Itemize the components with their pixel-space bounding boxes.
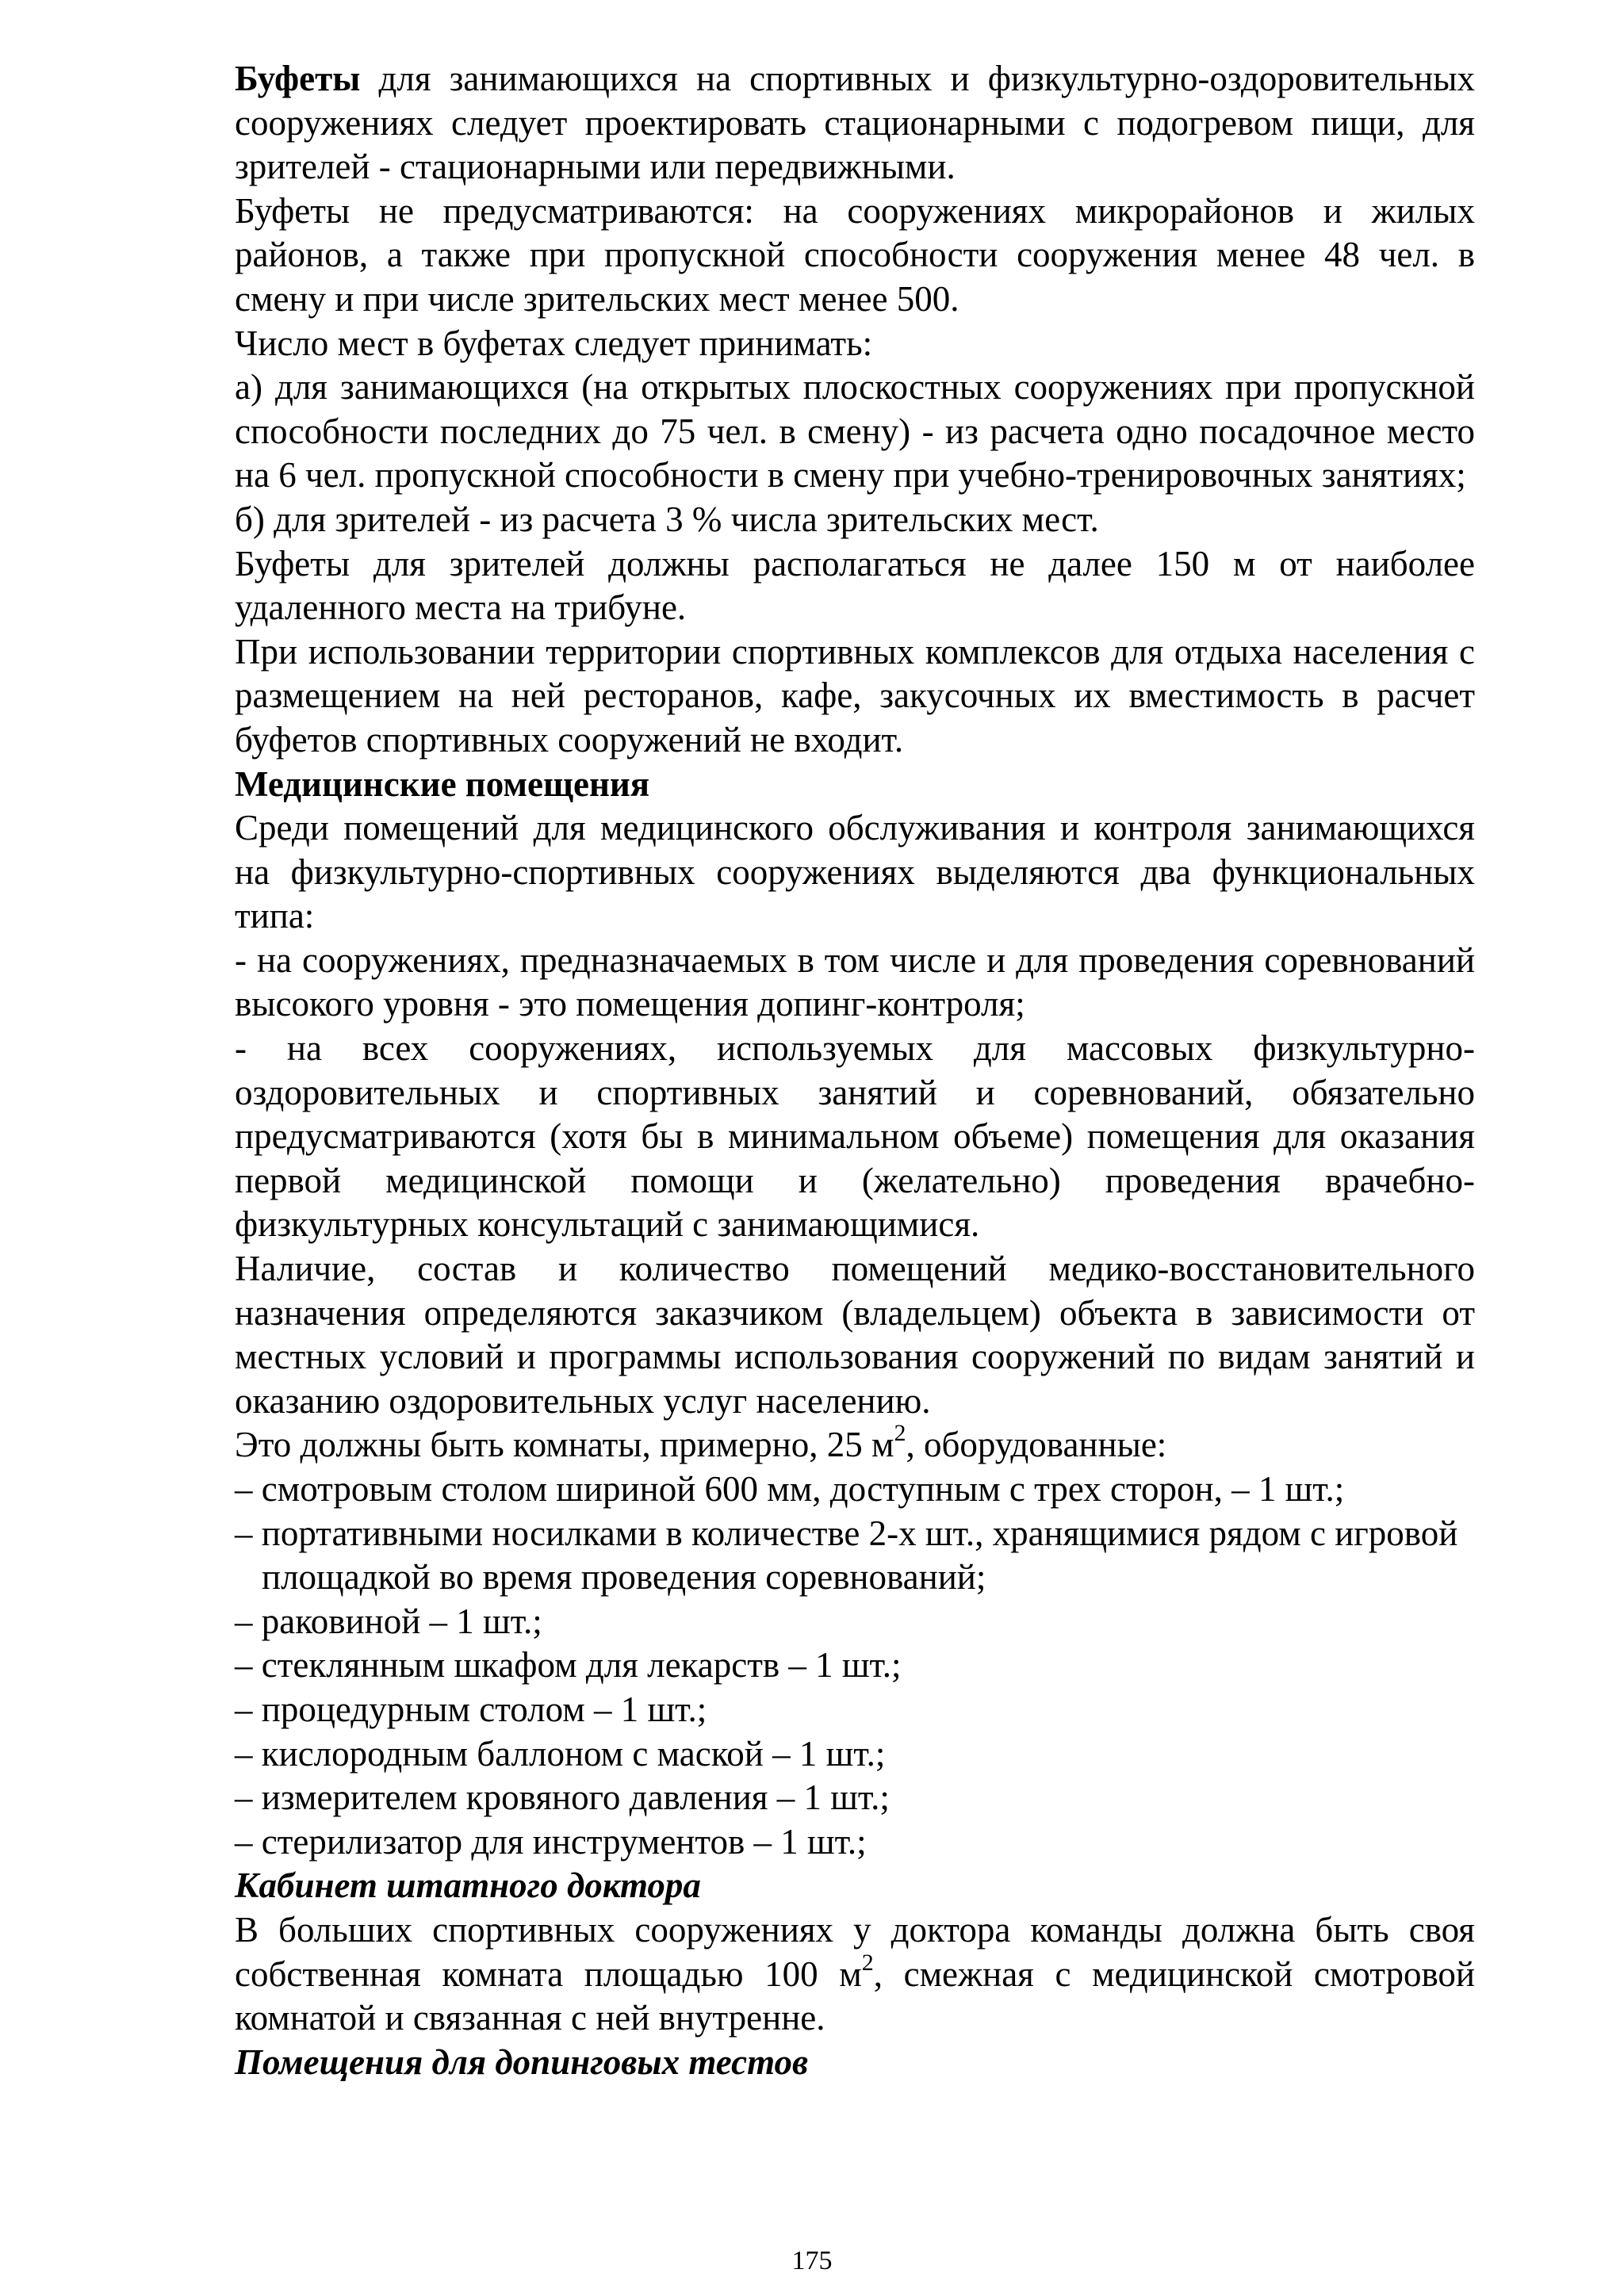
staff-doctor-text: В больших спортивных сооружениях у доктора команды должна быть своя собственная комната площадью 100 м [235,1909,1475,1994]
equipment-item: – смотровым столом шириной 600 мм, доступным с трех сторон, – 1 шт.; [235,1469,1345,1509]
page-number: 175 [791,2246,833,2275]
buffets-paragraph-5: б) для зрителей - из расчета 3 % числа зрительских мест. [235,499,1099,539]
buffets-paragraph-6: Буфеты для зрителей должны располагаться не далее 150 м от наиболее удаленного места на трибуне. [235,543,1475,628]
equipment-item: – стеклянным шкафом для лекарств – 1 шт.; [235,1645,902,1686]
buffets-paragraph-4: а) для занимающихся (на открытых плоскостных сооружениях при пропускной способности последних до 75 чел. в смену) - из расчета одно посадочное место на 6 чел. пропускной способности в смену при учебно-тренировочных занятиях; [235,367,1475,496]
medical-paragraph-3: - на всех сооружениях, используемых для массовых физкультурно-оздоровительных и спортивных занятий и соревнований, обязательно предусматриваются (хотя бы в минимальном объеме) помещения для оказания первой медицинской помощи и (желательно) проведения врачебно-физкультурных консультаций с занимающимися. [235,1028,1475,1245]
equipment-list [235,1468,1475,1864]
staff-doctor-superscript: 2 [861,1949,874,1976]
buffets-paragraph-1-text: для занимающихся на спортивных и физкультурно-оздоровительных сооружениях следует проектировать стационарными с подогревом пищи, для зрителей - стационарными или передвижными. [235,59,1475,187]
equipment-item: – раковиной – 1 шт.; [235,1601,542,1641]
rooms-intro [235,1420,1475,1468]
medical-rooms-heading: Медицинские помещения [235,763,650,804]
rooms-intro-tail: , оборудованные: [906,1425,1167,1465]
doping-rooms-heading: Помещения для допинговых тестов [235,2042,809,2082]
buffets-paragraph-1 [235,57,1475,189]
medical-paragraph-1: Среди помещений для медицинского обслуживания и контроля занимающихся на физкультурно-спортивных сооружениях выделяются два функциональных типа: [235,808,1475,936]
equipment-item: – стерилизатор для инструментов – 1 шт.; [235,1821,867,1862]
medical-paragraph-2: - на сооружениях, предназначаемых в том числе и для проведения соревнований высокого уровня - это помещения допинг-контроля; [235,939,1475,1024]
equipment-item: – процедурным столом – 1 шт.; [235,1689,707,1729]
equipment-item: – портативными носилками в количестве 2-х шт., хранящимися рядом с игровой площадкой во время проведения соревнований; [235,1513,1458,1598]
staff-doctor-paragraph [235,1908,1475,2041]
buffets-paragraph-3: Число мест в буфетах следует принимать: [235,323,873,363]
rooms-intro-superscript: 2 [894,1420,906,1447]
buffets-paragraph-2: Буфеты не предусматриваются: на сооружениях микрорайонов и жилых районов, а также при пропускной способности сооружения менее 48 чел. в смену и при числе зрительских мест менее 500. [235,190,1475,319]
equipment-item: – измерителем кровяного давления – 1 шт.; [235,1777,890,1818]
staff-doctor-heading: Кабинет штатного доктора [235,1866,701,1906]
page-content [235,57,1475,2084]
rooms-intro-text: Это должны быть комнаты, примерно, 25 м [235,1425,894,1465]
staff-doctor-tail: , смежная с медицинской смотровой комнатой и связанная с ней внутренне. [235,1954,1475,2038]
medical-paragraph-4: Наличие, состав и количество помещений медико-восстановительного назначения определяются заказчиком (владельцем) объекта в зависимости от местных условий и программы использования сооружений по видам занятий и оказанию оздоровительных услуг населению. [235,1249,1475,1421]
equipment-item: – кислородным баллоном с маской – 1 шт.; [235,1733,886,1774]
buffets-paragraph-7: При использовании территории спортивных комплексов для отдыха населения с размещением на ней ресторанов, кафе, закусочных их вместимость в расчет буфетов спортивных сооружений не входит. [235,631,1475,760]
buffets-lead-term: Буфеты [235,59,361,98]
